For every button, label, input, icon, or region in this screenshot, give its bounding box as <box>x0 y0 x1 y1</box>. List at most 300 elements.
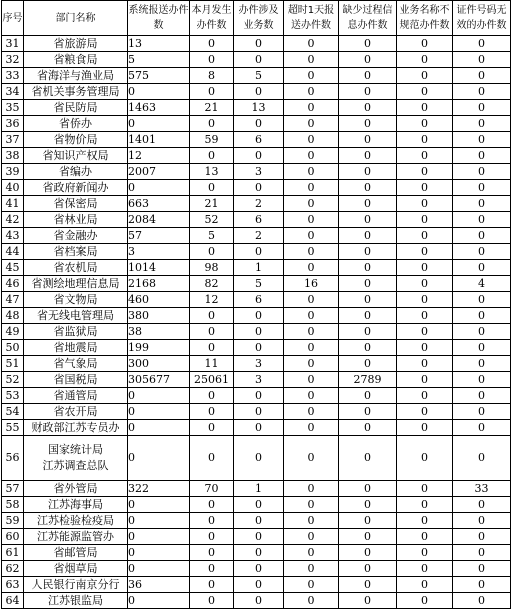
table-row <box>2 356 511 372</box>
table-row <box>2 420 511 436</box>
cell-overdue-1day: 0 <box>284 388 339 404</box>
cell-seq: 36 <box>2 116 24 132</box>
cell-seq: 41 <box>2 196 24 212</box>
cell-missing-process-info: 0 <box>339 132 397 148</box>
cell-overdue-1day: 0 <box>284 404 339 420</box>
cell-overdue-1day: 0 <box>284 436 339 481</box>
cell-overdue-1day: 0 <box>284 420 339 436</box>
cell-dept: 省旅游局 <box>24 36 128 52</box>
cell-monthly-cases: 0 <box>190 308 234 324</box>
cell-missing-process-info: 0 <box>339 529 397 545</box>
cell-monthly-cases: 0 <box>190 529 234 545</box>
cell-business-count: 0 <box>234 52 284 68</box>
table-row <box>2 481 511 497</box>
cell-system-reported: 0 <box>128 561 190 577</box>
table-row <box>2 308 511 324</box>
cell-overdue-1day: 0 <box>284 340 339 356</box>
cell-system-reported: 13 <box>128 36 190 52</box>
cell-dept: 省侨办 <box>24 116 128 132</box>
cell-business-count: 0 <box>234 388 284 404</box>
cell-invalid-id: 0 <box>453 372 511 388</box>
cell-invalid-id: 4 <box>453 276 511 292</box>
cell-overdue-1day: 0 <box>284 260 339 276</box>
cell-nonstandard-name: 0 <box>397 116 453 132</box>
cell-missing-process-info: 0 <box>339 100 397 116</box>
cell-business-count: 0 <box>234 84 284 100</box>
cell-monthly-cases: 0 <box>190 593 234 609</box>
cell-business-count: 0 <box>234 436 284 481</box>
cell-system-reported: 0 <box>128 436 190 481</box>
cell-system-reported: 12 <box>128 148 190 164</box>
cell-system-reported: 2084 <box>128 212 190 228</box>
cell-invalid-id: 0 <box>453 420 511 436</box>
cell-seq: 35 <box>2 100 24 116</box>
cell-dept: 省外管局 <box>24 481 128 497</box>
table-row <box>2 372 511 388</box>
table-row <box>2 404 511 420</box>
cell-missing-process-info: 0 <box>339 324 397 340</box>
cell-invalid-id: 0 <box>453 513 511 529</box>
cell-dept: 江苏检验检疫局 <box>24 513 128 529</box>
cell-system-reported: 36 <box>128 577 190 593</box>
cell-monthly-cases: 0 <box>190 388 234 404</box>
cell-nonstandard-name: 0 <box>397 513 453 529</box>
cell-missing-process-info: 0 <box>339 593 397 609</box>
cell-seq: 32 <box>2 52 24 68</box>
cell-overdue-1day: 0 <box>284 196 339 212</box>
cell-nonstandard-name: 0 <box>397 228 453 244</box>
cell-nonstandard-name: 0 <box>397 545 453 561</box>
cell-system-reported: 663 <box>128 196 190 212</box>
cell-seq: 47 <box>2 292 24 308</box>
cell-business-count: 0 <box>234 36 284 52</box>
cell-missing-process-info: 0 <box>339 388 397 404</box>
cell-seq: 55 <box>2 420 24 436</box>
table-row <box>2 228 511 244</box>
cell-overdue-1day: 0 <box>284 561 339 577</box>
cell-system-reported: 0 <box>128 545 190 561</box>
cell-missing-process-info: 0 <box>339 116 397 132</box>
cell-missing-process-info: 0 <box>339 36 397 52</box>
cell-business-count: 0 <box>234 116 284 132</box>
cell-missing-process-info: 0 <box>339 180 397 196</box>
cell-monthly-cases: 12 <box>190 292 234 308</box>
cell-invalid-id: 0 <box>453 228 511 244</box>
cell-system-reported: 0 <box>128 497 190 513</box>
dept-line-2: 江苏调查总队 <box>42 459 109 472</box>
cell-system-reported: 1401 <box>128 132 190 148</box>
cell-dept: 省保密局 <box>24 196 128 212</box>
table-row <box>2 84 511 100</box>
cell-system-reported: 575 <box>128 68 190 84</box>
cell-invalid-id: 0 <box>453 244 511 260</box>
cell-seq: 50 <box>2 340 24 356</box>
cell-seq: 37 <box>2 132 24 148</box>
table-row <box>2 132 511 148</box>
cell-missing-process-info: 2789 <box>339 372 397 388</box>
cell-invalid-id: 0 <box>453 340 511 356</box>
cell-seq: 46 <box>2 276 24 292</box>
table-row <box>2 340 511 356</box>
cell-dept: 人民银行南京分行 <box>24 577 128 593</box>
cell-monthly-cases: 0 <box>190 436 234 481</box>
table-row <box>2 545 511 561</box>
table-row <box>2 196 511 212</box>
cell-nonstandard-name: 0 <box>397 196 453 212</box>
cell-nonstandard-name: 0 <box>397 68 453 84</box>
cell-nonstandard-name: 0 <box>397 593 453 609</box>
cell-monthly-cases: 0 <box>190 180 234 196</box>
cell-system-reported: 300 <box>128 356 190 372</box>
cell-overdue-1day: 0 <box>284 324 339 340</box>
cell-missing-process-info: 0 <box>339 68 397 84</box>
cell-overdue-1day: 0 <box>284 356 339 372</box>
cell-overdue-1day: 0 <box>284 577 339 593</box>
cell-monthly-cases: 0 <box>190 340 234 356</box>
stats-table <box>1 0 511 609</box>
cell-nonstandard-name: 0 <box>397 100 453 116</box>
cell-dept: 省农机局 <box>24 260 128 276</box>
cell-seq: 62 <box>2 561 24 577</box>
cell-dept: 省档案局 <box>24 244 128 260</box>
cell-invalid-id: 0 <box>453 388 511 404</box>
cell-invalid-id: 0 <box>453 436 511 481</box>
cell-business-count: 1 <box>234 481 284 497</box>
cell-seq: 64 <box>2 593 24 609</box>
cell-nonstandard-name: 0 <box>397 260 453 276</box>
cell-missing-process-info: 0 <box>339 84 397 100</box>
cell-monthly-cases: 5 <box>190 228 234 244</box>
cell-missing-process-info: 0 <box>339 260 397 276</box>
cell-dept: 省无线电管理局 <box>24 308 128 324</box>
cell-seq: 31 <box>2 36 24 52</box>
cell-missing-process-info: 0 <box>339 164 397 180</box>
cell-missing-process-info: 0 <box>339 436 397 481</box>
cell-missing-process-info: 0 <box>339 481 397 497</box>
cell-nonstandard-name: 0 <box>397 388 453 404</box>
cell-seq: 49 <box>2 324 24 340</box>
cell-overdue-1day: 0 <box>284 593 339 609</box>
header-nonstandard-name: 业务名称不规范办件数 <box>397 1 453 36</box>
cell-monthly-cases: 25061 <box>190 372 234 388</box>
cell-business-count: 0 <box>234 577 284 593</box>
cell-invalid-id: 0 <box>453 164 511 180</box>
cell-business-count: 0 <box>234 148 284 164</box>
cell-business-count: 0 <box>234 420 284 436</box>
table-row <box>2 68 511 84</box>
cell-overdue-1day: 0 <box>284 545 339 561</box>
header-system-reported: 系统报送办件数 <box>128 1 190 36</box>
cell-dept: 省国税局 <box>24 372 128 388</box>
cell-business-count: 1 <box>234 260 284 276</box>
cell-invalid-id: 0 <box>453 324 511 340</box>
cell-business-count: 3 <box>234 356 284 372</box>
cell-seq: 59 <box>2 513 24 529</box>
cell-invalid-id: 0 <box>453 52 511 68</box>
cell-overdue-1day: 0 <box>284 228 339 244</box>
header-invalid-id: 证件号码无效的办件数 <box>453 1 511 36</box>
cell-system-reported: 1463 <box>128 100 190 116</box>
cell-overdue-1day: 0 <box>284 84 339 100</box>
cell-missing-process-info: 0 <box>339 244 397 260</box>
cell-seq: 56 <box>2 436 24 481</box>
table-row <box>2 529 511 545</box>
cell-nonstandard-name: 0 <box>397 372 453 388</box>
cell-system-reported: 3 <box>128 244 190 260</box>
cell-overdue-1day: 0 <box>284 148 339 164</box>
cell-seq: 40 <box>2 180 24 196</box>
cell-nonstandard-name: 0 <box>397 180 453 196</box>
cell-seq: 43 <box>2 228 24 244</box>
cell-nonstandard-name: 0 <box>397 340 453 356</box>
cell-seq: 38 <box>2 148 24 164</box>
cell-invalid-id: 0 <box>453 148 511 164</box>
cell-nonstandard-name: 0 <box>397 212 453 228</box>
header-dept: 部门名称 <box>24 1 128 36</box>
table-body <box>2 36 511 609</box>
cell-system-reported: 0 <box>128 388 190 404</box>
cell-business-count: 0 <box>234 180 284 196</box>
table-row <box>2 436 511 481</box>
cell-missing-process-info: 0 <box>339 292 397 308</box>
cell-dept: 省海洋与渔业局 <box>24 68 128 84</box>
cell-business-count: 0 <box>234 340 284 356</box>
cell-monthly-cases: 0 <box>190 244 234 260</box>
cell-overdue-1day: 0 <box>284 132 339 148</box>
cell-overdue-1day: 0 <box>284 164 339 180</box>
cell-invalid-id: 0 <box>453 529 511 545</box>
cell-missing-process-info: 0 <box>339 420 397 436</box>
cell-business-count: 0 <box>234 545 284 561</box>
cell-dept: 省气象局 <box>24 356 128 372</box>
cell-system-reported: 1014 <box>128 260 190 276</box>
cell-nonstandard-name: 0 <box>397 164 453 180</box>
cell-invalid-id: 0 <box>453 36 511 52</box>
cell-system-reported: 305677 <box>128 372 190 388</box>
cell-monthly-cases: 11 <box>190 356 234 372</box>
cell-missing-process-info: 0 <box>339 356 397 372</box>
cell-seq: 39 <box>2 164 24 180</box>
cell-dept: 省政府新闻办 <box>24 180 128 196</box>
cell-system-reported: 57 <box>128 228 190 244</box>
cell-invalid-id: 0 <box>453 545 511 561</box>
cell-monthly-cases: 0 <box>190 36 234 52</box>
cell-invalid-id: 0 <box>453 180 511 196</box>
cell-monthly-cases: 98 <box>190 260 234 276</box>
cell-missing-process-info: 0 <box>339 577 397 593</box>
cell-missing-process-info: 0 <box>339 212 397 228</box>
cell-nonstandard-name: 0 <box>397 404 453 420</box>
cell-monthly-cases: 0 <box>190 513 234 529</box>
table-row <box>2 164 511 180</box>
cell-system-reported: 0 <box>128 420 190 436</box>
cell-business-count: 0 <box>234 308 284 324</box>
cell-business-count: 5 <box>234 276 284 292</box>
cell-dept: 省地震局 <box>24 340 128 356</box>
cell-business-count: 3 <box>234 372 284 388</box>
cell-seq: 53 <box>2 388 24 404</box>
cell-nonstandard-name: 0 <box>397 292 453 308</box>
cell-seq: 51 <box>2 356 24 372</box>
cell-system-reported: 0 <box>128 116 190 132</box>
cell-monthly-cases: 0 <box>190 148 234 164</box>
cell-missing-process-info: 0 <box>339 513 397 529</box>
cell-business-count: 0 <box>234 324 284 340</box>
cell-overdue-1day: 0 <box>284 513 339 529</box>
header-missing-process-info: 缺少过程信息办件数 <box>339 1 397 36</box>
cell-invalid-id: 0 <box>453 292 511 308</box>
cell-overdue-1day: 0 <box>284 68 339 84</box>
header-row <box>2 1 511 36</box>
cell-nonstandard-name: 0 <box>397 420 453 436</box>
cell-business-count: 5 <box>234 68 284 84</box>
cell-monthly-cases: 0 <box>190 545 234 561</box>
cell-invalid-id: 0 <box>453 260 511 276</box>
cell-monthly-cases: 8 <box>190 68 234 84</box>
cell-dept: 省物价局 <box>24 132 128 148</box>
cell-dept: 省金融办 <box>24 228 128 244</box>
cell-monthly-cases: 59 <box>190 132 234 148</box>
cell-missing-process-info: 0 <box>339 276 397 292</box>
cell-system-reported: 0 <box>128 593 190 609</box>
cell-invalid-id: 0 <box>453 356 511 372</box>
cell-dept: 财政部江苏专员办 <box>24 420 128 436</box>
cell-invalid-id: 0 <box>453 68 511 84</box>
cell-business-count: 6 <box>234 132 284 148</box>
cell-overdue-1day: 0 <box>284 529 339 545</box>
cell-system-reported: 2007 <box>128 164 190 180</box>
table-row <box>2 388 511 404</box>
cell-invalid-id: 0 <box>453 561 511 577</box>
table-row <box>2 561 511 577</box>
cell-system-reported: 0 <box>128 529 190 545</box>
cell-nonstandard-name: 0 <box>397 436 453 481</box>
cell-dept: 省监狱局 <box>24 324 128 340</box>
cell-overdue-1day: 0 <box>284 244 339 260</box>
cell-overdue-1day: 16 <box>284 276 339 292</box>
cell-seq: 57 <box>2 481 24 497</box>
header-monthly-cases: 本月发生办件数 <box>190 1 234 36</box>
cell-dept: 省编办 <box>24 164 128 180</box>
cell-dept: 省测绘地理信息局 <box>24 276 128 292</box>
cell-business-count: 0 <box>234 404 284 420</box>
cell-monthly-cases: 82 <box>190 276 234 292</box>
table-row <box>2 593 511 609</box>
cell-monthly-cases: 0 <box>190 404 234 420</box>
cell-dept: 省通管局 <box>24 388 128 404</box>
header-business-count: 办件涉及业务数 <box>234 1 284 36</box>
cell-monthly-cases: 0 <box>190 324 234 340</box>
cell-business-count: 3 <box>234 164 284 180</box>
cell-invalid-id: 0 <box>453 132 511 148</box>
cell-monthly-cases: 70 <box>190 481 234 497</box>
cell-dept: 省林业局 <box>24 212 128 228</box>
cell-business-count: 13 <box>234 100 284 116</box>
cell-seq: 48 <box>2 308 24 324</box>
cell-seq: 33 <box>2 68 24 84</box>
table-row <box>2 260 511 276</box>
table-row <box>2 212 511 228</box>
cell-seq: 60 <box>2 529 24 545</box>
cell-missing-process-info: 0 <box>339 404 397 420</box>
table-row <box>2 244 511 260</box>
cell-seq: 52 <box>2 372 24 388</box>
cell-business-count: 2 <box>234 196 284 212</box>
table-row <box>2 324 511 340</box>
cell-business-count: 0 <box>234 561 284 577</box>
table-row <box>2 100 511 116</box>
cell-business-count: 0 <box>234 513 284 529</box>
cell-nonstandard-name: 0 <box>397 324 453 340</box>
cell-seq: 61 <box>2 545 24 561</box>
cell-system-reported: 380 <box>128 308 190 324</box>
cell-missing-process-info: 0 <box>339 545 397 561</box>
cell-invalid-id: 0 <box>453 116 511 132</box>
cell-missing-process-info: 0 <box>339 497 397 513</box>
cell-monthly-cases: 21 <box>190 100 234 116</box>
cell-overdue-1day: 0 <box>284 497 339 513</box>
cell-invalid-id: 0 <box>453 593 511 609</box>
cell-missing-process-info: 0 <box>339 148 397 164</box>
cell-seq: 42 <box>2 212 24 228</box>
cell-nonstandard-name: 0 <box>397 529 453 545</box>
cell-overdue-1day: 0 <box>284 100 339 116</box>
cell-monthly-cases: 13 <box>190 164 234 180</box>
table-row <box>2 52 511 68</box>
cell-missing-process-info: 0 <box>339 308 397 324</box>
header-seq: 序号 <box>2 1 24 36</box>
cell-dept: 省知识产权局 <box>24 148 128 164</box>
cell-system-reported: 322 <box>128 481 190 497</box>
cell-overdue-1day: 0 <box>284 481 339 497</box>
cell-overdue-1day: 0 <box>284 116 339 132</box>
cell-invalid-id: 0 <box>453 84 511 100</box>
cell-overdue-1day: 0 <box>284 308 339 324</box>
table-row <box>2 497 511 513</box>
cell-dept: 省邮管局 <box>24 545 128 561</box>
cell-invalid-id: 0 <box>453 196 511 212</box>
cell-monthly-cases: 0 <box>190 52 234 68</box>
cell-system-reported: 0 <box>128 84 190 100</box>
cell-dept <box>24 436 128 481</box>
cell-seq: 44 <box>2 244 24 260</box>
cell-monthly-cases: 52 <box>190 212 234 228</box>
cell-nonstandard-name: 0 <box>397 244 453 260</box>
cell-system-reported: 5 <box>128 52 190 68</box>
cell-dept: 省粮食局 <box>24 52 128 68</box>
cell-overdue-1day: 0 <box>284 212 339 228</box>
cell-dept: 省民防局 <box>24 100 128 116</box>
cell-nonstandard-name: 0 <box>397 308 453 324</box>
cell-overdue-1day: 0 <box>284 292 339 308</box>
cell-missing-process-info: 0 <box>339 228 397 244</box>
cell-nonstandard-name: 0 <box>397 276 453 292</box>
cell-nonstandard-name: 0 <box>397 52 453 68</box>
cell-dept: 江苏海事局 <box>24 497 128 513</box>
cell-nonstandard-name: 0 <box>397 84 453 100</box>
table-row <box>2 180 511 196</box>
cell-seq: 58 <box>2 497 24 513</box>
table-row <box>2 36 511 52</box>
cell-seq: 34 <box>2 84 24 100</box>
cell-seq: 45 <box>2 260 24 276</box>
cell-business-count: 0 <box>234 497 284 513</box>
cell-monthly-cases: 0 <box>190 497 234 513</box>
cell-invalid-id: 33 <box>453 481 511 497</box>
cell-system-reported: 0 <box>128 513 190 529</box>
cell-invalid-id: 0 <box>453 404 511 420</box>
cell-invalid-id: 0 <box>453 212 511 228</box>
